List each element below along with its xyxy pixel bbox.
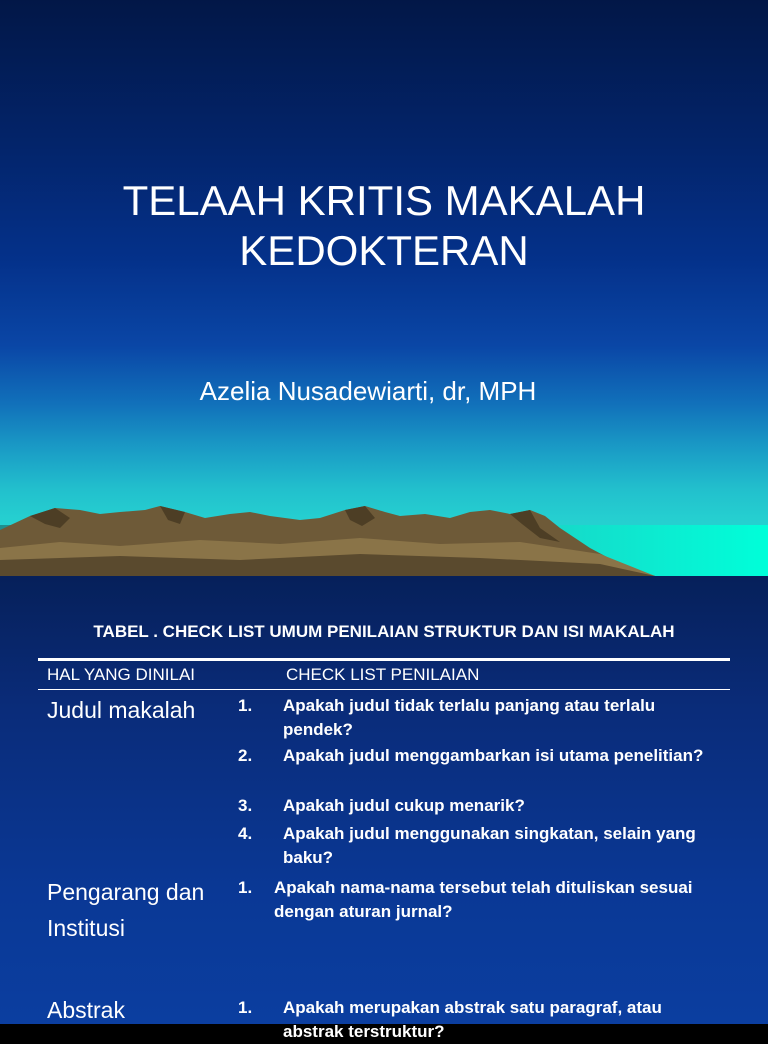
item-number: 2. xyxy=(238,746,253,765)
item-number: 4. xyxy=(238,824,253,843)
author-name: Azelia Nusadewiarti, dr, MPH xyxy=(199,376,537,406)
column-header-checklist: CHECK LIST PENILAIAN xyxy=(286,665,480,684)
slide-title-line2: KEDOKTERAN xyxy=(239,227,529,274)
item-number: 1. xyxy=(238,878,253,897)
checklist-item xyxy=(238,794,718,818)
item-text: Apakah nama-nama tersebut telah dituliskan sesuai dengan aturan jurnal? xyxy=(274,878,693,921)
criterion-abstrak: Abstrak xyxy=(47,997,125,1023)
table-title: TABEL . CHECK LIST UMUM PENILAIAN STRUKTUR DAN ISI MAKALAH xyxy=(93,622,675,641)
checklist-item xyxy=(238,996,718,1044)
slide-title-line1: TELAAH KRITIS MAKALAH xyxy=(122,177,646,224)
checklist-item xyxy=(238,822,718,870)
checklist-slide xyxy=(0,576,768,1041)
item-text: Apakah judul cukup menarik? xyxy=(283,796,525,815)
item-number: 3. xyxy=(238,796,253,815)
table-top-rule xyxy=(38,658,730,661)
criterion-judul: Judul makalah xyxy=(47,697,196,723)
item-number: 1. xyxy=(238,998,253,1017)
table-header-rule xyxy=(38,689,730,690)
checklist-item xyxy=(238,876,718,924)
item-text: Apakah judul menggunakan singkatan, selain yang baku? xyxy=(283,824,696,867)
item-number: 1. xyxy=(238,696,253,715)
item-text: Apakah judul menggambarkan isi utama penelitian? xyxy=(283,746,704,765)
checklist-item xyxy=(238,744,718,768)
mountain-range-image xyxy=(0,498,768,576)
column-header-criteria: HAL YANG DINILAI xyxy=(47,665,196,684)
checklist-item xyxy=(238,694,718,742)
item-text: Apakah merupakan abstrak satu paragraf, atau abstrak terstruktur? xyxy=(283,998,662,1041)
criterion-pengarang: Pengarang dan Institusi xyxy=(47,879,205,941)
slide-title xyxy=(0,176,768,276)
item-text: Apakah judul tidak terlalu panjang atau terlalu pendek? xyxy=(283,696,656,739)
